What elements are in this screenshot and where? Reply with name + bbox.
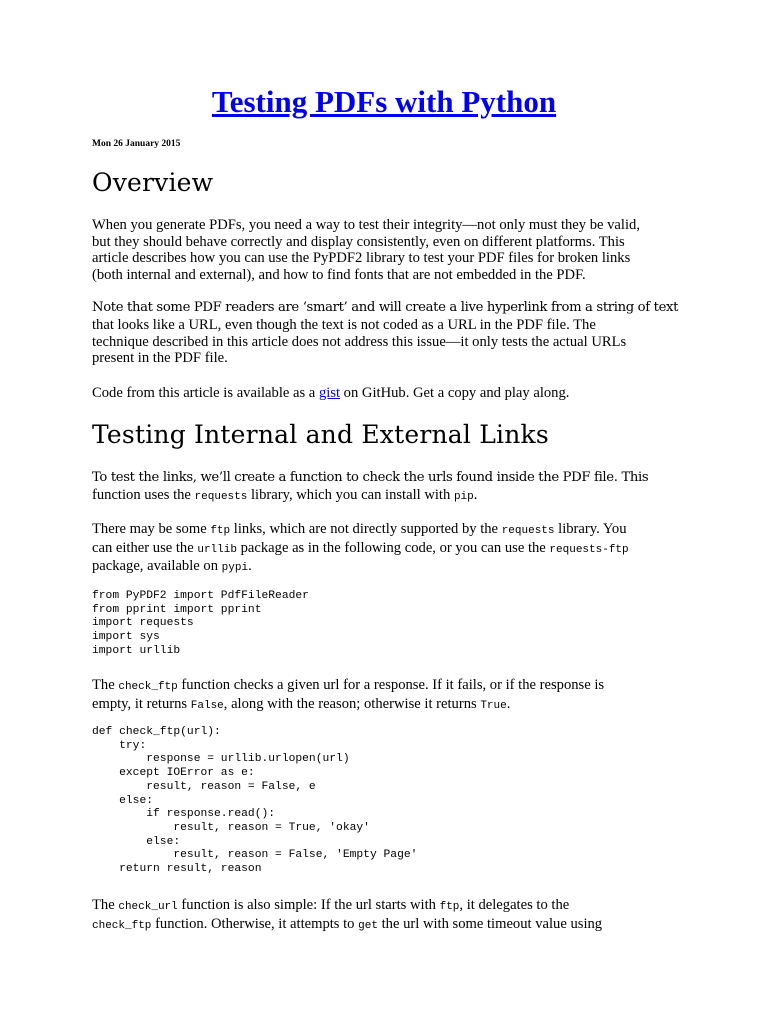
text-span: library. You xyxy=(554,521,627,537)
inline-code: True xyxy=(480,699,507,712)
links-paragraph-2 xyxy=(92,521,682,577)
links-paragraph-3 xyxy=(92,677,682,714)
text-span: The xyxy=(92,677,119,693)
text-span: function uses the xyxy=(92,487,195,503)
text-span: on GitHub. Get a copy and play along. xyxy=(340,385,570,401)
text-span: empty, it returns xyxy=(92,695,191,712)
text-span: . xyxy=(506,695,511,712)
text-line xyxy=(92,521,682,540)
text-line: (both internal and external), and how to find fonts that are not embedded in the PDF. xyxy=(92,266,586,283)
inline-code: pypi xyxy=(221,562,249,575)
text-line xyxy=(92,677,682,696)
text-line xyxy=(92,558,682,577)
inline-code: requests-ftp xyxy=(549,543,629,556)
text-span: can either use the xyxy=(92,539,198,556)
text-line: that looks like a URL, even though the text is not coded as a URL in the PDF file. The xyxy=(92,317,596,333)
text-line xyxy=(92,916,682,935)
inline-code: check_url xyxy=(118,901,178,913)
text-span: function. Otherwise, it attempts to xyxy=(151,915,359,932)
text-span: Code from this article is available as a xyxy=(92,385,319,401)
text-line: To test the links, we’ll create a function to check the urls found inside the PDF file. This xyxy=(92,470,649,485)
inline-code: get xyxy=(358,919,378,932)
imports-code-block: from PyPDF2 import PdfFileReader from pprint import pprint import requests import sys import urllib xyxy=(92,590,309,657)
text-span: The xyxy=(92,897,119,913)
links-paragraph-4 xyxy=(92,897,682,934)
inline-code: urllib xyxy=(197,543,237,556)
gist-link[interactable]: gist xyxy=(318,385,341,401)
overview-paragraph-1 xyxy=(92,217,682,283)
inline-code: False xyxy=(190,699,224,712)
text-line xyxy=(92,897,682,916)
text-line: technique described in this article does not address this issue—it only tests the actual URLs xyxy=(92,333,627,350)
inline-code: check_ftp xyxy=(92,919,152,932)
text-line: Note that some PDF readers are ‘smart’ and will create a live hyperlink from a string of text xyxy=(92,300,679,315)
text-span: package as in the following code, or you can use the xyxy=(236,539,550,556)
inline-code: pip xyxy=(453,491,474,503)
text-span: the url with some timeout value using xyxy=(377,915,603,932)
page-title-link[interactable]: Testing PDFs with Python xyxy=(211,84,557,119)
text-span: function checks a given url for a response. If it fails, or if the response is xyxy=(177,677,605,693)
text-span: There may be some xyxy=(92,521,211,537)
text-span: , it delegates to the xyxy=(459,897,570,913)
links-paragraph-1 xyxy=(92,470,682,487)
check-ftp-code-block: def check_ftp(url): try: response = urllib.urlopen(url) except IOError as e: result, reason = False, e else: if response.read(): result, reason = True, 'okay' else: result, reason = False, 'Empty Page' return result, reason xyxy=(92,726,418,876)
overview-heading: Overview xyxy=(92,168,214,197)
overview-paragraph-2 xyxy=(92,300,682,317)
text-span: . xyxy=(248,558,252,575)
overview-paragraph-2-cont xyxy=(92,317,682,367)
inline-code: ftp xyxy=(210,525,231,537)
text-span: function is also simple: If the url starts with xyxy=(177,897,440,913)
text-line: present in the PDF file. xyxy=(92,350,228,367)
text-line xyxy=(92,540,682,559)
text-span: links, which are not directly supported by the xyxy=(230,521,502,537)
text-line xyxy=(92,696,682,715)
inline-code: requests xyxy=(194,491,248,503)
links-paragraph-1-cont xyxy=(92,487,682,506)
text-span: library, which you can install with xyxy=(247,487,454,503)
inline-code: ftp xyxy=(439,901,460,913)
text-span: . xyxy=(473,487,478,503)
text-line xyxy=(92,487,682,506)
links-section-heading: Testing Internal and External Links xyxy=(92,420,549,449)
text-line: but they should behave correctly and display consistently, even on different platforms. This xyxy=(92,233,625,250)
overview-paragraph-3 xyxy=(92,385,682,402)
text-span: , along with the reason; otherwise it returns xyxy=(223,695,481,712)
text-line: When you generate PDFs, you need a way to test their integrity—not only must they be valid, xyxy=(92,217,640,233)
text-line: article describes how you can use the PyPDF2 library to test your PDF files for broken links xyxy=(92,250,631,267)
inline-code: requests xyxy=(501,525,555,537)
publish-date: Mon 26 January 2015 xyxy=(92,139,181,149)
inline-code: check_ftp xyxy=(118,681,178,693)
text-span: package, available on xyxy=(92,558,222,575)
